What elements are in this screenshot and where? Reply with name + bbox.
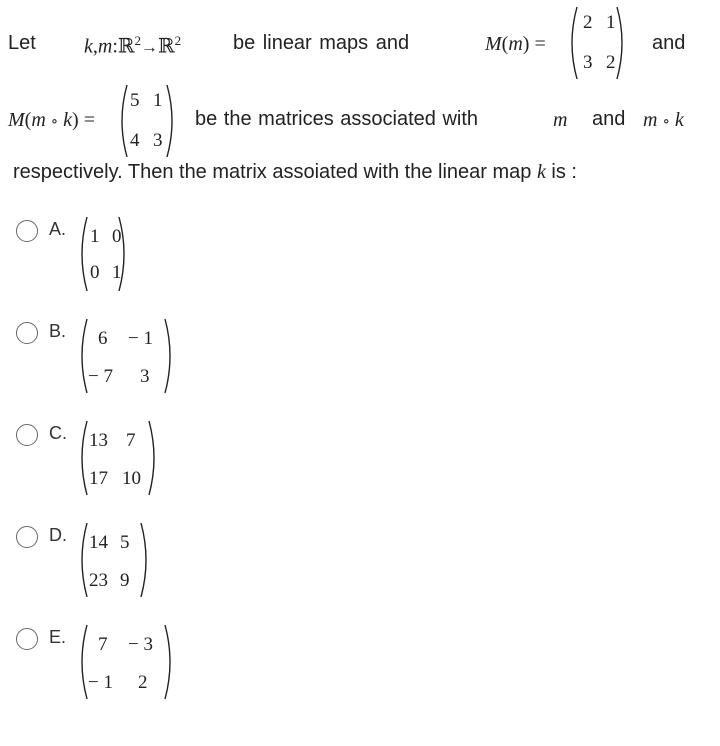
phrase-be-the-matrices: be the matrices associated with [195,108,479,130]
option-a-matrix [76,216,148,292]
sym-k: k [536,161,546,183]
matrix-cell: 9 [120,570,130,591]
left-paren-icon [566,6,578,80]
option-c-radio[interactable] [16,424,38,446]
question-line-respectively [13,161,577,184]
matrix-cell: 7 [126,430,136,451]
word-and: and [652,32,686,54]
matrix-cell: 14 [89,532,108,553]
right-paren-icon [166,84,178,158]
paren-open: ( [24,109,32,131]
option-d-radio[interactable] [16,526,38,548]
equals-sign: = [83,109,95,131]
var-m: m [97,35,113,58]
word-is: is : [551,161,577,183]
right-paren-icon [616,6,628,80]
matrix-cell: 0 [112,226,122,247]
compose-symbol: ∘ [662,114,670,130]
option-b-matrix [76,318,176,394]
equals-sign: = [534,33,546,55]
matrix-cell: 2 [583,12,593,33]
sym-M: M [8,109,25,131]
option-c-matrix [76,420,160,496]
left-paren-icon [116,84,128,158]
domain-exponent: 2 [134,33,142,48]
matrix-cell: 13 [89,430,108,451]
matrix-cell: 3 [583,52,593,73]
matrix-M-m [566,6,628,80]
domain-set: ℝ [117,35,135,58]
sym-k: k [63,109,73,131]
option-e-matrix [76,624,176,700]
word-let: Let [8,32,36,54]
matrix-cell: 1 [153,90,163,111]
matrix-cell: 5 [120,532,130,553]
option-a-radio[interactable] [16,220,38,242]
paren-close: ) [72,109,79,131]
right-paren-icon [118,216,130,292]
matrix-cell: 5 [130,90,140,111]
question-text: respectively. Then the matrix assoiated with the linear map [13,161,532,183]
matrix-cell: − 1 [128,328,153,349]
matrix-cell: 1 [606,12,616,33]
option-e-letter: E. [49,627,67,647]
compose-symbol: ∘ [50,114,59,130]
option-c-letter: C. [49,423,67,443]
matrix-cell: − 1 [88,672,113,693]
comma: , [92,35,98,58]
matrix-cell: 1 [112,262,122,283]
matrix-cell: 3 [140,366,150,387]
right-paren-icon [164,624,176,700]
left-paren-icon [76,420,88,496]
sym-m: m [508,33,523,55]
matrix-cell: 3 [153,130,163,151]
matrix-cell: 23 [89,570,108,591]
right-paren-icon [140,522,152,598]
matrix-cell: 0 [90,262,100,283]
sym-m: m [31,109,46,131]
sym-k: k [674,109,684,131]
matrix-cell: 7 [98,634,108,655]
option-b-letter: B. [49,321,67,341]
matrix-cell: 10 [122,468,141,489]
option-d-letter: D. [49,525,67,545]
matrix-cell: 1 [90,226,100,247]
matrix-cell: 2 [138,672,148,693]
option-b-radio[interactable] [16,322,38,344]
phrase-be-linear-maps-and: be linear maps and [233,32,410,54]
colon: : [112,35,118,58]
codomain-exponent: 2 [174,33,182,48]
expr-m-circ-k [643,109,684,132]
left-paren-icon [76,522,88,598]
left-paren-icon [76,624,88,700]
sym-m: m [643,109,658,131]
matrix-cell: 2 [606,52,616,73]
matrix-cell: − 7 [88,366,113,387]
expr-M-of-m [485,33,546,56]
word-and: and [592,108,626,130]
matrix-cell: − 3 [128,634,153,655]
sym-M: M [485,33,502,55]
expr-M-of-m-circ-k [8,109,95,132]
paren-close: ) [522,33,530,55]
option-d-matrix [76,522,152,598]
right-paren-icon [164,318,176,394]
matrix-M-mk [116,84,178,158]
option-a-letter: A. [49,219,67,239]
matrix-cell: 4 [130,130,140,151]
option-e-radio[interactable] [16,628,38,650]
matrix-cell: 17 [89,468,108,489]
arrow-symbol: → [141,37,159,57]
var-k: k [84,35,93,58]
map-list [84,33,181,59]
left-paren-icon [76,216,88,292]
codomain-set: ℝ [158,35,175,58]
sym-m: m [553,109,568,131]
paren-open: ( [501,33,509,55]
matrix-cell: 6 [98,328,108,349]
right-paren-icon [148,420,160,496]
left-paren-icon [76,318,88,394]
